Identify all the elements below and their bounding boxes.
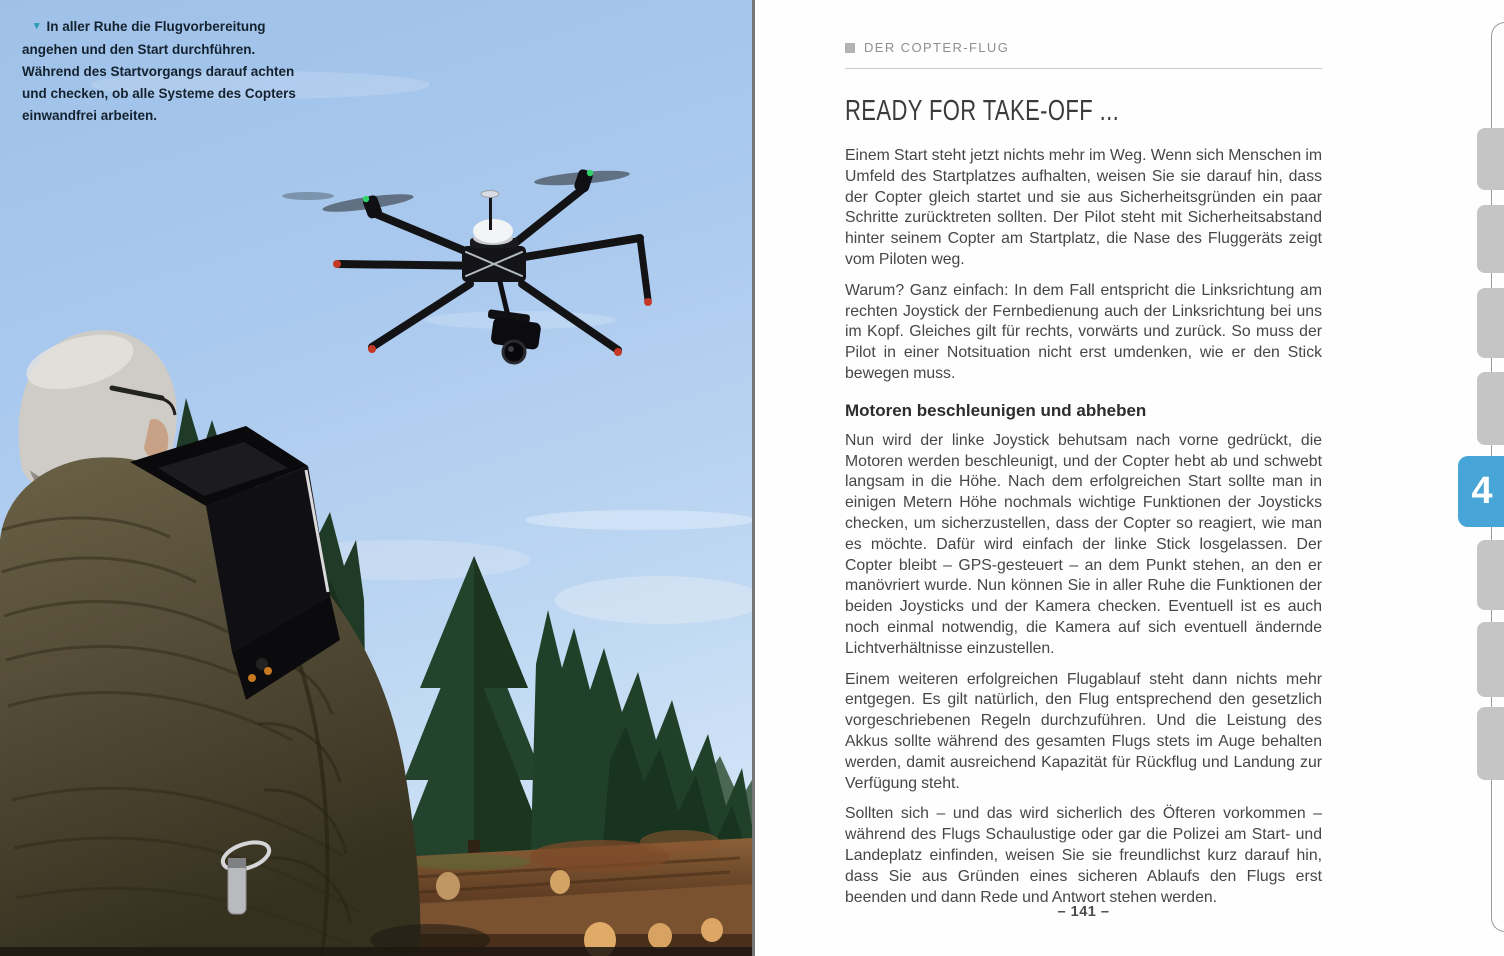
chapter-tab-label: 4 <box>1471 470 1493 512</box>
chapter-tab-7[interactable] <box>1477 707 1504 780</box>
section-marker-icon <box>845 43 855 53</box>
chapter-tab-2[interactable] <box>1477 205 1504 273</box>
chapter-tab-6[interactable] <box>1477 622 1504 697</box>
page-number: – 141 – <box>1057 904 1110 920</box>
header-divider <box>845 68 1322 69</box>
kicker-label: DER COPTER-FLUG <box>864 40 1010 55</box>
body-paragraph: Nun wird der linke Joystick behutsam nach vorne gedrückt, die Motoren werden beschleunigt, und der Copter hebt ab und schwebt langsam in die Höhe. Nach dem erfolgreichen Start sollte man in einigen Metern Höhe nochmals wichtige Funktionen der Joysticks checken, um sicherzustellen, dass der Copter so reagiert, wie man es möchte. Dafür wird einfach der linke Stick losgelassen. Der Copter bleibt – GPS-gesteuert – an dem Punkt stehen, an den er manövriert wurde. Nun können Sie in aller Ruhe die Funktionen der beiden Joysticks und der Kamera checken. Eventuell ist es auch noch einmal notwendig, die Kamera auf sich eventuell ändernde Lichtverhältnisse einzustellen. <box>845 431 1322 657</box>
chapter-tab-active[interactable] <box>1458 456 1504 527</box>
chapter-tab-1[interactable] <box>1477 128 1504 190</box>
section-kicker <box>845 40 1322 55</box>
caption-text: In aller Ruhe die Flugvorbereitung angehen und den Start durchführen. Während des Startvorgangs darauf achten und checken, ob alle Systeme des Copters einwandfrei arbeiten. <box>22 19 296 123</box>
body-paragraph: Sollten sich – und das wird sicherlich des Öfteren vorkommen – während des Flugs Schaulustige oder gar die Polizei am Start- und Landeplatz einfinden, weisen Sie sie freundlichst kurz darauf hin, dass Sie aus Gründen eines sicheren Ablaufs den Flugs erst beenden und dann Rede und Antwort stehen werden. <box>845 805 1322 906</box>
body-paragraph: Warum? Ganz einfach: In dem Fall entspricht die Linksrichtung am rechten Joystick der Fernbedienung auch der Linksrichtung bei uns im Kopf. Gleiches gilt für rechts, vorwärts und zurück. So muss der Pilot in einer Notsituation nicht erst umdenken, wie er den Stick bewegen muss. <box>845 281 1322 382</box>
page-title: READY FOR TAKE-OFF ... <box>845 95 1120 127</box>
sub-heading: Motoren beschleunigen und abheben <box>845 400 1147 420</box>
chapter-tab-3[interactable] <box>1477 288 1504 358</box>
text-page <box>755 0 1504 956</box>
antenna-cylinder <box>228 862 246 914</box>
text-column <box>845 40 1322 918</box>
photo-caption <box>22 16 314 127</box>
body-paragraph: Einem Start steht jetzt nichts mehr im Weg. Wenn sich Menschen im Umfeld des Startplatzes aufhalten, weisen Sie sie darauf hin, dass der Copter gleich startet und sie aus Sicherheitsgründen ein paar Schritte zurücktreten sollten. Der Pilot steht mit Sicherheitsabstand hinter seinem Copter am Startplatz, die Nase des Fluggeräts zeigt vom Piloten weg. <box>845 147 1322 268</box>
chapter-tab-4[interactable] <box>1477 372 1504 445</box>
chapter-tab-5[interactable] <box>1477 540 1504 610</box>
caption-arrow-icon: ▾ <box>34 20 40 32</box>
body-paragraph: Einem weiteren erfolgreichen Flugablauf steht dann nichts mehr entgegen. Es gilt natürlich, den Flug entsprechend den gesetzlich vorgeschriebenen Regeln durchzuführen. Und die Leistung des Akkus sollte während des gesamten Flugs stets im Auge behalten werden, damit ausreichend Kapazität für Rückflug und Landung zur Verfügung steht. <box>845 670 1322 792</box>
